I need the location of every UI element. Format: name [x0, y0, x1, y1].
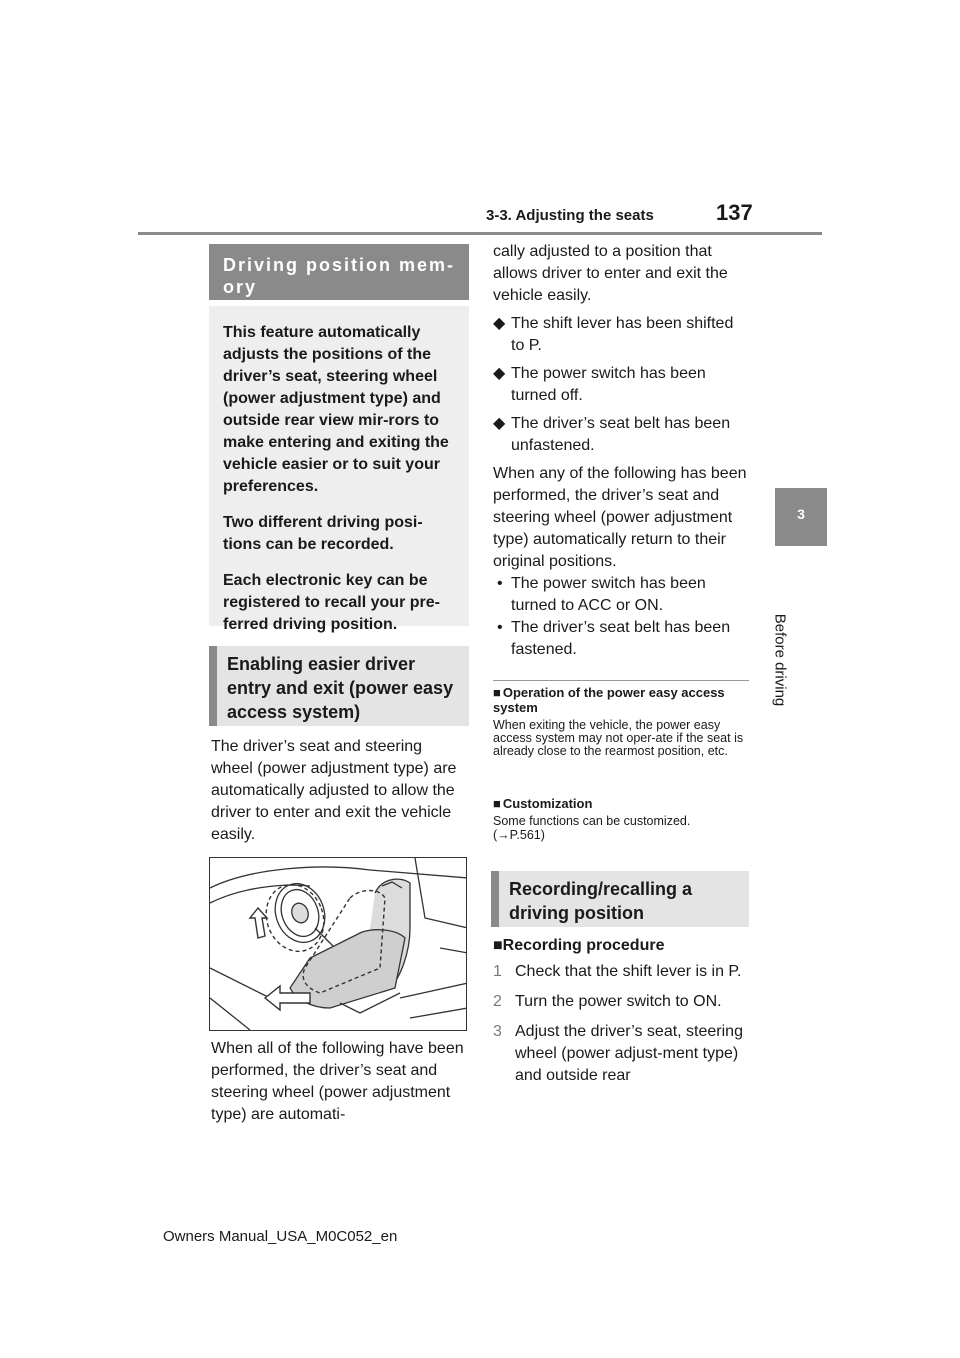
condition-text-2: The power switch has been turned off. — [511, 365, 706, 404]
step-number: 3 — [493, 1023, 502, 1040]
return-list — [493, 573, 749, 661]
intro-paragraph-1: This feature automatically adjusts the positions of the driver’s seat, steering wheel (power adjustment type) and outside rear view mir-rors to make entering and exiting the vehicle easier or to suit your preferences. — [223, 324, 449, 495]
chapter-tab — [775, 488, 827, 546]
condition-text-1: The shift lever has been shifted to P. — [511, 315, 734, 354]
square-bullet-icon: ■ — [493, 796, 501, 811]
procedure-heading — [493, 935, 749, 957]
list-item — [493, 991, 749, 1013]
dot-bullet-icon: • — [497, 575, 503, 592]
conditions-intro: When all of the following have been performed, the driver’s seat and steering wheel (power adjustment type) are automati- — [211, 1040, 464, 1123]
conditions-continuation: cally adjusted to a position that allows driver to enter and exit the vehicle easily. — [493, 243, 728, 304]
recording-section-title: Recording/recalling a driving position — [491, 871, 749, 927]
return-item-2: The driver’s seat belt has been fastened. — [511, 619, 731, 658]
easy-access-body: The driver’s seat and steering wheel (power adjustment type) are automatically adjusted to allow the driver to enter and exit the vehicle easily. — [211, 738, 457, 843]
intro-paragraph-2: Two different driving posi-tions can be recorded. — [223, 514, 423, 553]
seat-drawing — [210, 858, 467, 1031]
page-number: 137 — [716, 200, 753, 225]
step-text: Adjust the driver’s seat, steering wheel (power adjust-ment type) and outside rear — [515, 1023, 743, 1084]
notes-divider — [493, 680, 749, 681]
step-text: Check that the shift lever is in P. — [515, 963, 742, 980]
note2-reference-link[interactable]: (→P.561) — [493, 828, 545, 842]
memory-title-line1: Driving position mem- — [223, 255, 456, 275]
memory-section-title — [209, 244, 469, 300]
condition-text-3: The driver’s seat belt has been unfastened. — [511, 415, 731, 454]
list-item — [493, 413, 749, 457]
easy-access-title: Enabling easier driver entry and exit (power easy access system) — [209, 646, 469, 726]
step-number: 1 — [493, 963, 502, 980]
return-text: When any of the following has been performed, the driver’s seat and steering wheel (power adjustment type) automatically return to their original positions. — [493, 465, 747, 570]
procedure-steps — [493, 961, 749, 1095]
header-divider — [138, 232, 822, 235]
seat-illustration — [209, 857, 467, 1031]
note1-title: Operation of the power easy access system — [493, 685, 725, 715]
diamond-bullet-icon: ◆ — [493, 415, 506, 432]
procedure-title: Recording procedure — [502, 937, 665, 954]
return-item-1: The power switch has been turned to ACC or ON. — [511, 575, 706, 614]
conditions-list — [493, 313, 749, 463]
diamond-bullet-icon: ◆ — [493, 365, 506, 382]
note2-title: Customization — [502, 796, 593, 811]
step-number: 2 — [493, 993, 502, 1010]
note2-text: Some functions can be customized. — [493, 814, 691, 828]
diamond-bullet-icon: ◆ — [493, 315, 506, 332]
list-item — [493, 617, 749, 661]
intro-box — [209, 306, 469, 633]
chapter-label-text: Before driving — [771, 613, 789, 707]
footer-text: Owners Manual_USA_M0C052_en — [163, 1228, 398, 1245]
list-item — [493, 961, 749, 983]
list-item — [493, 313, 749, 357]
dot-bullet-icon: • — [497, 619, 503, 636]
list-item — [493, 573, 749, 617]
note-power-easy-access — [493, 685, 749, 758]
list-item — [493, 1021, 749, 1087]
note1-text: When exiting the vehicle, the power easy access system may not oper-ate if the seat is already close to the rearmost position, etc. — [493, 718, 744, 758]
note-customization — [493, 796, 749, 842]
note-heading — [493, 796, 749, 811]
note-heading — [493, 685, 749, 715]
chapter-label — [768, 600, 792, 720]
memory-title-line2: ory — [223, 277, 258, 297]
square-bullet-icon: ■ — [493, 685, 501, 700]
intro-paragraph-3: Each electronic key can be registered to recall your pre-ferred driving position. — [223, 572, 440, 633]
square-bullet-icon: ■ — [493, 937, 503, 954]
section-title: 3-3. Adjusting the seats — [486, 207, 654, 224]
chapter-number: 3 — [797, 506, 805, 522]
list-item — [493, 363, 749, 407]
step-text: Turn the power switch to ON. — [515, 993, 722, 1010]
